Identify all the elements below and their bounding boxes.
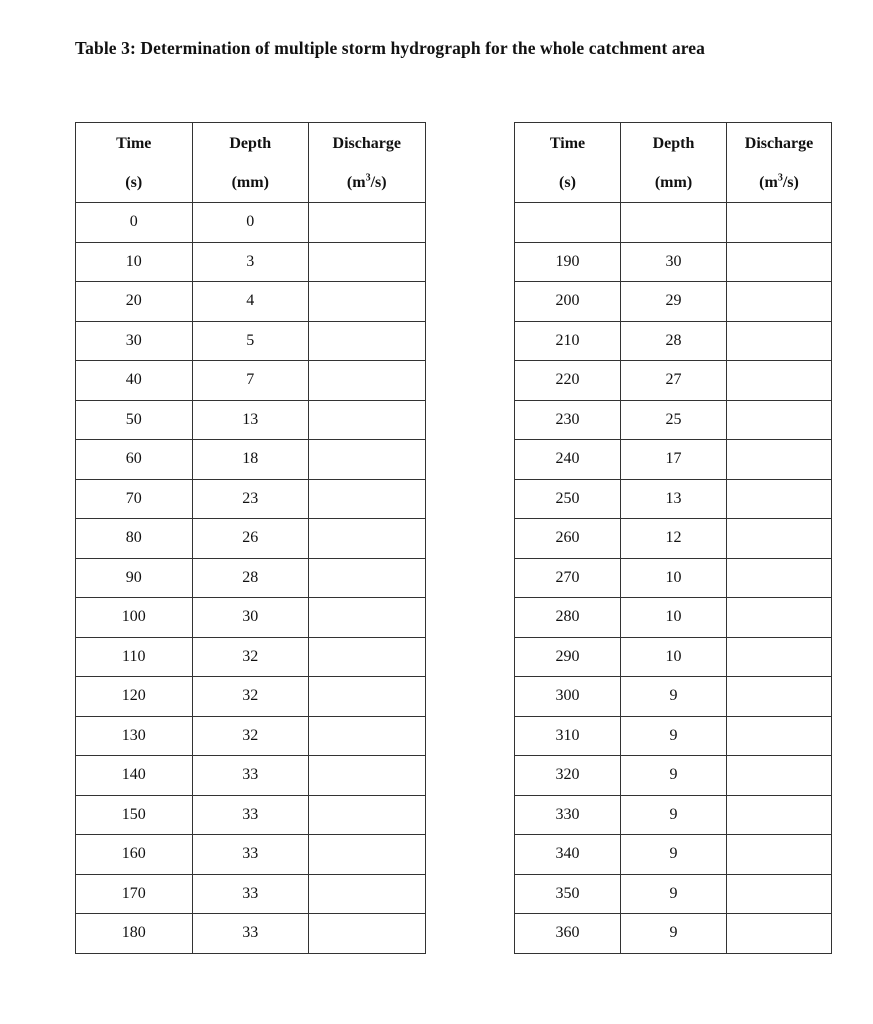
discharge-cell — [727, 795, 832, 835]
time-cell: 30 — [76, 321, 193, 361]
depth-cell: 9 — [621, 677, 727, 717]
discharge-cell — [727, 637, 832, 677]
time-header-label: Time — [549, 134, 586, 152]
table-row — [76, 756, 426, 796]
time-cell: 180 — [76, 914, 193, 954]
discharge-header-label: Discharge — [744, 134, 814, 152]
table-row — [76, 558, 426, 598]
discharge-cell — [309, 361, 426, 401]
depth-cell: 9 — [621, 914, 727, 954]
time-cell: 280 — [515, 598, 621, 638]
discharge-cell — [727, 677, 832, 717]
time-cell: 10 — [76, 242, 193, 282]
depth-cell: 9 — [621, 795, 727, 835]
discharge-cell — [309, 282, 426, 322]
table-row — [515, 242, 832, 282]
time-cell: 310 — [515, 716, 621, 756]
time-cell: 150 — [76, 795, 193, 835]
table-header-row — [76, 123, 426, 203]
discharge-header-unit — [727, 172, 831, 191]
time-cell: 320 — [515, 756, 621, 796]
discharge-cell — [727, 242, 832, 282]
discharge-cell — [309, 440, 426, 480]
hydrograph-table-right — [514, 122, 832, 954]
discharge-cell — [727, 361, 832, 401]
time-cell: 230 — [515, 400, 621, 440]
discharge-cell — [309, 242, 426, 282]
depth-cell: 5 — [192, 321, 309, 361]
time-cell: 300 — [515, 677, 621, 717]
table-row — [76, 479, 426, 519]
time-cell: 120 — [76, 677, 193, 717]
discharge-header — [727, 123, 832, 203]
discharge-cell — [309, 519, 426, 559]
table-row — [76, 361, 426, 401]
right-table-body — [515, 203, 832, 954]
time-cell — [515, 203, 621, 243]
discharge-unit-pre: (m — [346, 173, 366, 191]
depth-header-unit: (mm) — [654, 173, 693, 191]
depth-cell: 33 — [192, 835, 309, 875]
table-row — [76, 914, 426, 954]
table-row — [515, 677, 832, 717]
table-row — [515, 400, 832, 440]
table-row — [76, 400, 426, 440]
time-header-unit: (s) — [125, 173, 143, 191]
depth-cell: 30 — [192, 598, 309, 638]
discharge-cell — [727, 874, 832, 914]
discharge-cell — [727, 440, 832, 480]
depth-cell: 26 — [192, 519, 309, 559]
discharge-cell — [309, 677, 426, 717]
hydrograph-table-left — [75, 122, 426, 954]
time-cell: 340 — [515, 835, 621, 875]
discharge-cell — [727, 321, 832, 361]
discharge-cell — [727, 400, 832, 440]
table-row — [76, 440, 426, 480]
discharge-unit-pre: (m — [759, 173, 778, 191]
depth-cell: 33 — [192, 795, 309, 835]
time-cell: 330 — [515, 795, 621, 835]
depth-header — [192, 123, 309, 203]
table-row — [76, 874, 426, 914]
time-cell: 130 — [76, 716, 193, 756]
depth-cell: 10 — [621, 558, 727, 598]
discharge-cell — [727, 282, 832, 322]
depth-cell: 3 — [192, 242, 309, 282]
time-cell: 360 — [515, 914, 621, 954]
table-row — [515, 321, 832, 361]
discharge-cell — [309, 835, 426, 875]
discharge-cell — [309, 321, 426, 361]
depth-cell: 17 — [621, 440, 727, 480]
time-cell: 140 — [76, 756, 193, 796]
discharge-cell — [727, 756, 832, 796]
depth-cell: 13 — [621, 479, 727, 519]
time-cell: 20 — [76, 282, 193, 322]
time-cell: 170 — [76, 874, 193, 914]
discharge-cell — [309, 914, 426, 954]
discharge-cell — [727, 203, 832, 243]
discharge-cell — [727, 519, 832, 559]
depth-cell: 29 — [621, 282, 727, 322]
discharge-unit-post: /s) — [370, 173, 387, 191]
depth-cell: 33 — [192, 756, 309, 796]
depth-cell: 9 — [621, 716, 727, 756]
depth-cell: 10 — [621, 637, 727, 677]
discharge-cell — [309, 716, 426, 756]
table-row — [76, 835, 426, 875]
table-row — [515, 282, 832, 322]
table-row — [76, 203, 426, 243]
depth-cell: 33 — [192, 914, 309, 954]
table-row — [76, 519, 426, 559]
time-header — [515, 123, 621, 203]
depth-header-label: Depth — [229, 134, 272, 152]
depth-cell: 0 — [192, 203, 309, 243]
depth-cell: 32 — [192, 637, 309, 677]
time-cell: 100 — [76, 598, 193, 638]
depth-cell: 28 — [192, 558, 309, 598]
table-row — [515, 637, 832, 677]
table-row — [76, 321, 426, 361]
depth-cell: 32 — [192, 716, 309, 756]
time-cell: 260 — [515, 519, 621, 559]
depth-cell: 30 — [621, 242, 727, 282]
table-header-row — [515, 123, 832, 203]
discharge-header-label: Discharge — [332, 134, 401, 152]
time-cell: 90 — [76, 558, 193, 598]
time-cell: 250 — [515, 479, 621, 519]
depth-cell: 32 — [192, 677, 309, 717]
discharge-header — [309, 123, 426, 203]
discharge-cell — [309, 795, 426, 835]
depth-cell: 28 — [621, 321, 727, 361]
time-cell: 350 — [515, 874, 621, 914]
discharge-cell — [309, 400, 426, 440]
discharge-cell — [309, 558, 426, 598]
table-row — [515, 795, 832, 835]
table-row — [76, 677, 426, 717]
discharge-unit-sup: 3 — [365, 172, 371, 184]
discharge-cell — [727, 598, 832, 638]
table-row — [76, 795, 426, 835]
time-cell: 50 — [76, 400, 193, 440]
depth-cell: 9 — [621, 835, 727, 875]
depth-cell: 33 — [192, 874, 309, 914]
table-row — [515, 914, 832, 954]
table-row — [515, 479, 832, 519]
time-cell: 110 — [76, 637, 193, 677]
table-row — [515, 203, 832, 243]
time-cell: 270 — [515, 558, 621, 598]
discharge-cell — [727, 914, 832, 954]
time-cell: 70 — [76, 479, 193, 519]
depth-cell: 13 — [192, 400, 309, 440]
depth-cell: 4 — [192, 282, 309, 322]
table-row — [76, 598, 426, 638]
time-cell: 220 — [515, 361, 621, 401]
time-cell: 290 — [515, 637, 621, 677]
depth-cell: 10 — [621, 598, 727, 638]
depth-cell: 12 — [621, 519, 727, 559]
discharge-cell — [727, 479, 832, 519]
table-row — [515, 440, 832, 480]
depth-header-unit: (mm) — [231, 173, 269, 191]
table-row — [515, 756, 832, 796]
table-row — [515, 874, 832, 914]
table-row — [76, 637, 426, 677]
table-row — [76, 282, 426, 322]
table-row — [515, 716, 832, 756]
discharge-unit-post: /s) — [782, 173, 799, 191]
table-row — [515, 558, 832, 598]
time-cell: 210 — [515, 321, 621, 361]
time-header-label: Time — [116, 134, 152, 152]
time-cell: 80 — [76, 519, 193, 559]
discharge-cell — [309, 479, 426, 519]
table-row — [515, 519, 832, 559]
time-cell: 0 — [76, 203, 193, 243]
discharge-unit-sup: 3 — [777, 172, 783, 184]
table-row — [76, 716, 426, 756]
depth-cell: 9 — [621, 874, 727, 914]
table-title: Table 3: Determination of multiple storm hydrograph for the whole catchment area — [75, 38, 706, 58]
discharge-header-unit — [309, 172, 425, 191]
discharge-cell — [309, 756, 426, 796]
table-row — [76, 242, 426, 282]
time-cell: 160 — [76, 835, 193, 875]
time-cell: 40 — [76, 361, 193, 401]
discharge-cell — [309, 874, 426, 914]
discharge-cell — [727, 835, 832, 875]
discharge-cell — [309, 637, 426, 677]
table-row — [515, 835, 832, 875]
discharge-cell — [727, 716, 832, 756]
depth-cell: 27 — [621, 361, 727, 401]
depth-cell: 23 — [192, 479, 309, 519]
table-row — [515, 361, 832, 401]
depth-header-label: Depth — [652, 134, 695, 152]
discharge-cell — [309, 598, 426, 638]
depth-cell: 18 — [192, 440, 309, 480]
depth-cell — [621, 203, 727, 243]
time-cell: 200 — [515, 282, 621, 322]
time-header-unit: (s) — [559, 173, 576, 191]
discharge-cell — [727, 558, 832, 598]
time-cell: 60 — [76, 440, 193, 480]
time-header — [76, 123, 193, 203]
time-cell: 190 — [515, 242, 621, 282]
depth-cell: 25 — [621, 400, 727, 440]
left-table-body — [76, 203, 426, 954]
depth-header — [621, 123, 727, 203]
depth-cell: 7 — [192, 361, 309, 401]
depth-cell: 9 — [621, 756, 727, 796]
table-row — [515, 598, 832, 638]
discharge-cell — [309, 203, 426, 243]
time-cell: 240 — [515, 440, 621, 480]
